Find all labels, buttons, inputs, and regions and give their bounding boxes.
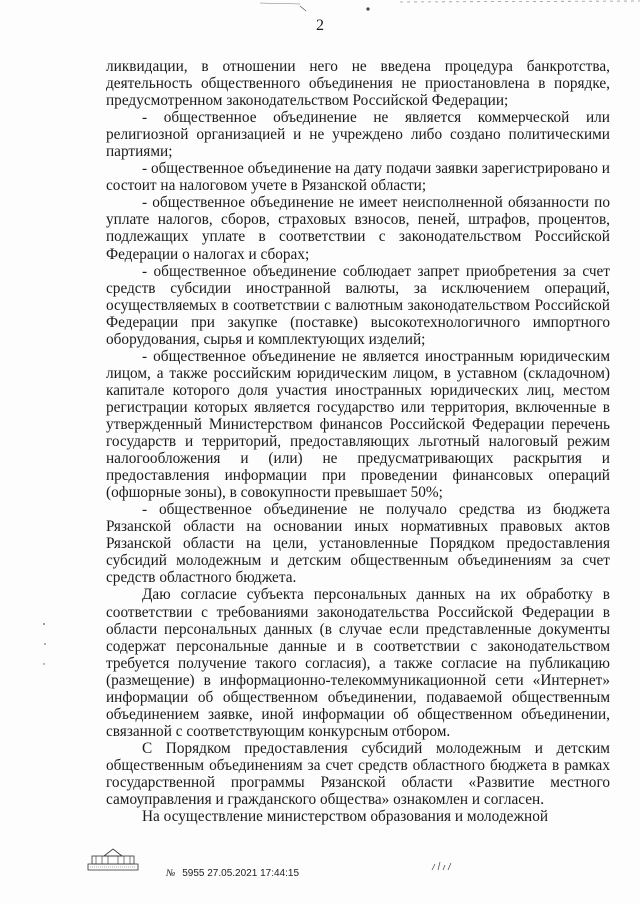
- doc-timestamp: 27.05.2021 17:44:15: [207, 868, 300, 879]
- margin-specks: [40, 620, 50, 670]
- doc-number-sign: №: [166, 868, 176, 879]
- government-building-stamp-icon: [84, 846, 142, 874]
- list-item-not-foreign: - общественное объединение не является иностранным юридическим лицом, а также российским юридическим лицом, в уставном (складочном) капитале которого доля участия иностранных юридических лиц, местом регистрации которых является государство или территория, включенные в утвержденный Министерством финансов Российской Федерации перечень государств и территорий, предоставляющих льготный налоговый режим налогообложения и (или) не предусматривающих раскрытия и предоставления информации при проведении финансовых операций (офшорные зоны), в совокупности превышает 50%;: [106, 347, 610, 502]
- page-number: 2: [316, 17, 324, 34]
- list-item-currency-ban: - общественное объединение соблюдает запрет приобретения за счет средств субсидии иностранной валюты, за исключением операций, осуществляемых в соответствии с валютным законодательством Российской Федерации при закупке (поставке) высокотехнологичного импортного оборудования, сырья и комплектующих изделий;: [106, 262, 610, 348]
- scan-noise: [260, 0, 640, 14]
- doc-number: 5955: [182, 868, 205, 879]
- scan-mark: [430, 858, 454, 874]
- paragraph-ministry: На осуществление министерством образования и молодежной: [142, 808, 549, 826]
- list-item-no-tax-debt: - общественное объединение не имеет неисполненной обязанности по уплате налогов, сборов, страховых взносов, пеней, штрафов, процентов, подлежащих уплате в соответствии с законодательством Российской Федерации о налогах и сборах;: [106, 194, 610, 263]
- document-footer: [166, 868, 299, 879]
- list-item-registered: - общественное объединение на дату подачи заявки зарегистрировано и состоит на налоговом учете в Рязанской области;: [106, 160, 610, 195]
- paragraph-personal-data-consent: Даю согласие субъекта персональных данных на их обработку в соответствии с требованиями законодательства Российской Федерации в области персональных данных (в случае если представленные документы содержат персональные данные и в соответствии с законодательством требуется получение такого согласия), а также согласие на публикацию (размещение) в информационно-телекоммуникационной сети «Интернет» информации об общественном объединении, подаваемой общественным объединением заявке, иной информации об общественном объединении, связанной с соответствующим конкурсным отбором.: [106, 586, 610, 740]
- list-item-no-budget-funds: - общественное объединение не получало средства из бюджета Рязанской области на основании иных нормативных правовых актов Рязанской области на цели, установленные Порядком предоставления субсидий молодежным и детским общественным объединениям за счет средств областного бюджета.: [106, 501, 610, 587]
- document-body: [106, 58, 610, 825]
- list-item-not-commercial: - общественное объединение не является коммерческой или религиозной организацией и не учреждено либо создано политическими партиями;: [106, 109, 610, 161]
- paragraph-procedure-acknowledged: С Порядком предоставления субсидий молодежным и детским общественным объединениям за счет средств областного бюджета в рамках государственной программы Рязанской области «Развитие местного самоуправления и гражданского общества» ознакомлен и согласен.: [106, 739, 610, 809]
- paragraph-liquidation: ликвидации, в отношении него не введена процедура банкротства, деятельность общественного объединения не приостановлена в порядке, предусмотренном законодательством Российской Федерации;: [106, 58, 610, 110]
